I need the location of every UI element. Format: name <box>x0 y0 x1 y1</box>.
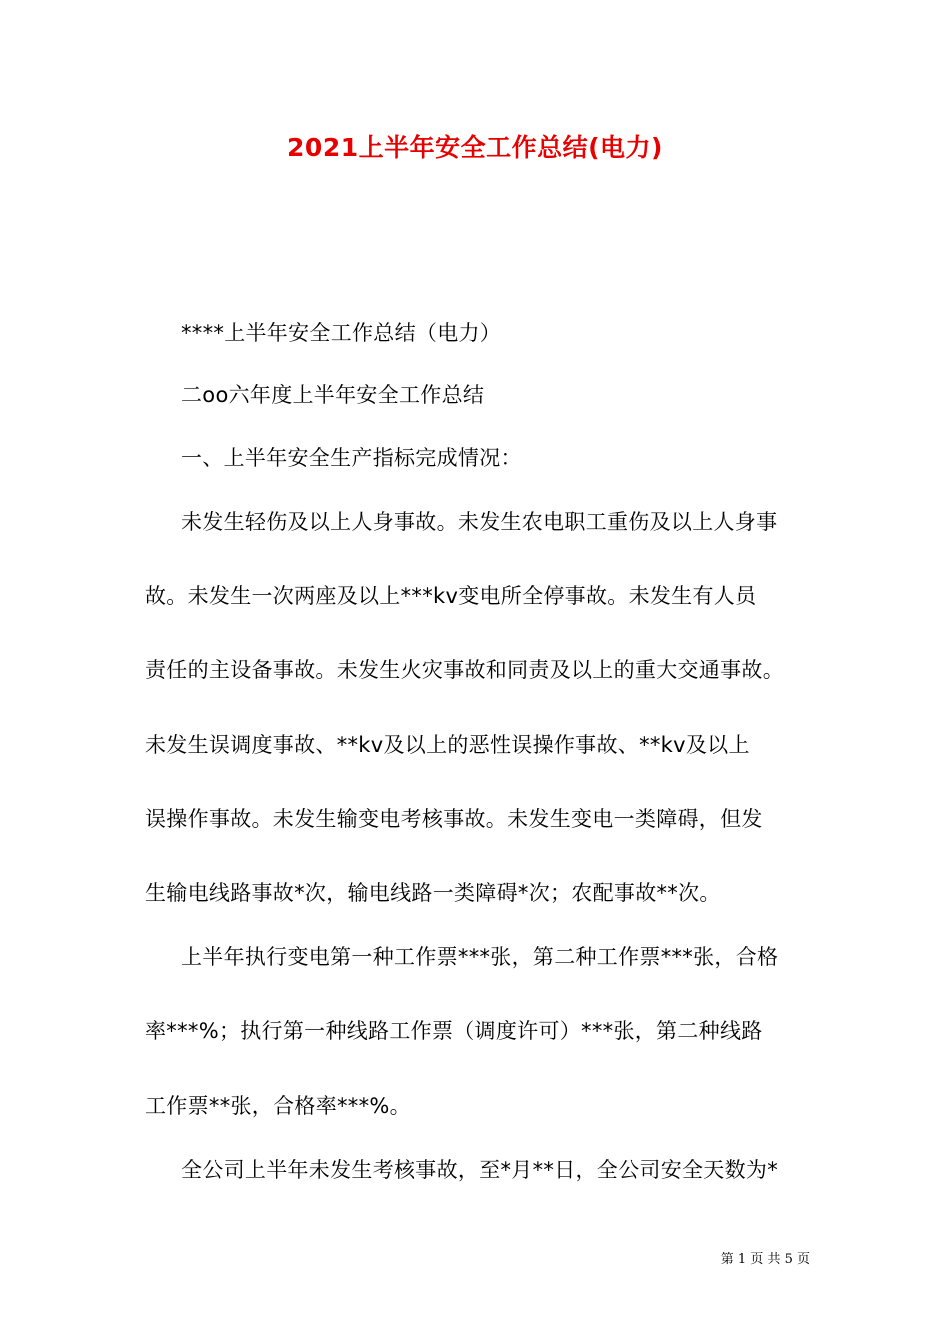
text-line: 工作票**张，合格率***%。 <box>145 1094 411 1118</box>
text-line: 全公司上半年未发生考核事故，至*月**日，全公司安全天数为* <box>181 1158 778 1182</box>
text-line: ****上半年安全工作总结（电力） <box>181 321 502 345</box>
page-number: 第 1 页 共 5 页 <box>720 1252 810 1267</box>
text-line: 责任的主设备事故。未发生火灾事故和同责及以上的重大交通事故。 <box>145 658 784 682</box>
text-line: 二oo六年度上半年安全工作总结 <box>181 383 485 407</box>
text-line: 率***%；执行第一种线路工作票（调度许可）***张，第二种线路 <box>145 1019 763 1043</box>
text-line: 生输电线路事故*次，输电线路一类障碍*次；农配事故**次。 <box>145 881 721 905</box>
text-line: 上半年执行变电第一种工作票***张，第二种工作票***张，合格 <box>181 945 779 969</box>
text-line: 未发生误调度事故、**kv及以上的恶性误操作事故、**kv及以上 <box>145 733 750 757</box>
document-title: 2021上半年安全工作总结(电力) <box>287 133 663 162</box>
text-line: 误操作事故。未发生输变电考核事故。未发生变电一类障碍，但发 <box>145 807 763 831</box>
section-heading: 一、上半年安全生产指标完成情况： <box>181 446 522 470</box>
text-line: 未发生轻伤及以上人身事故。未发生农电职工重伤及以上人身事 <box>181 510 778 534</box>
text-line: 故。未发生一次两座及以上***kv变电所全停事故。未发生有人员 <box>145 584 757 608</box>
